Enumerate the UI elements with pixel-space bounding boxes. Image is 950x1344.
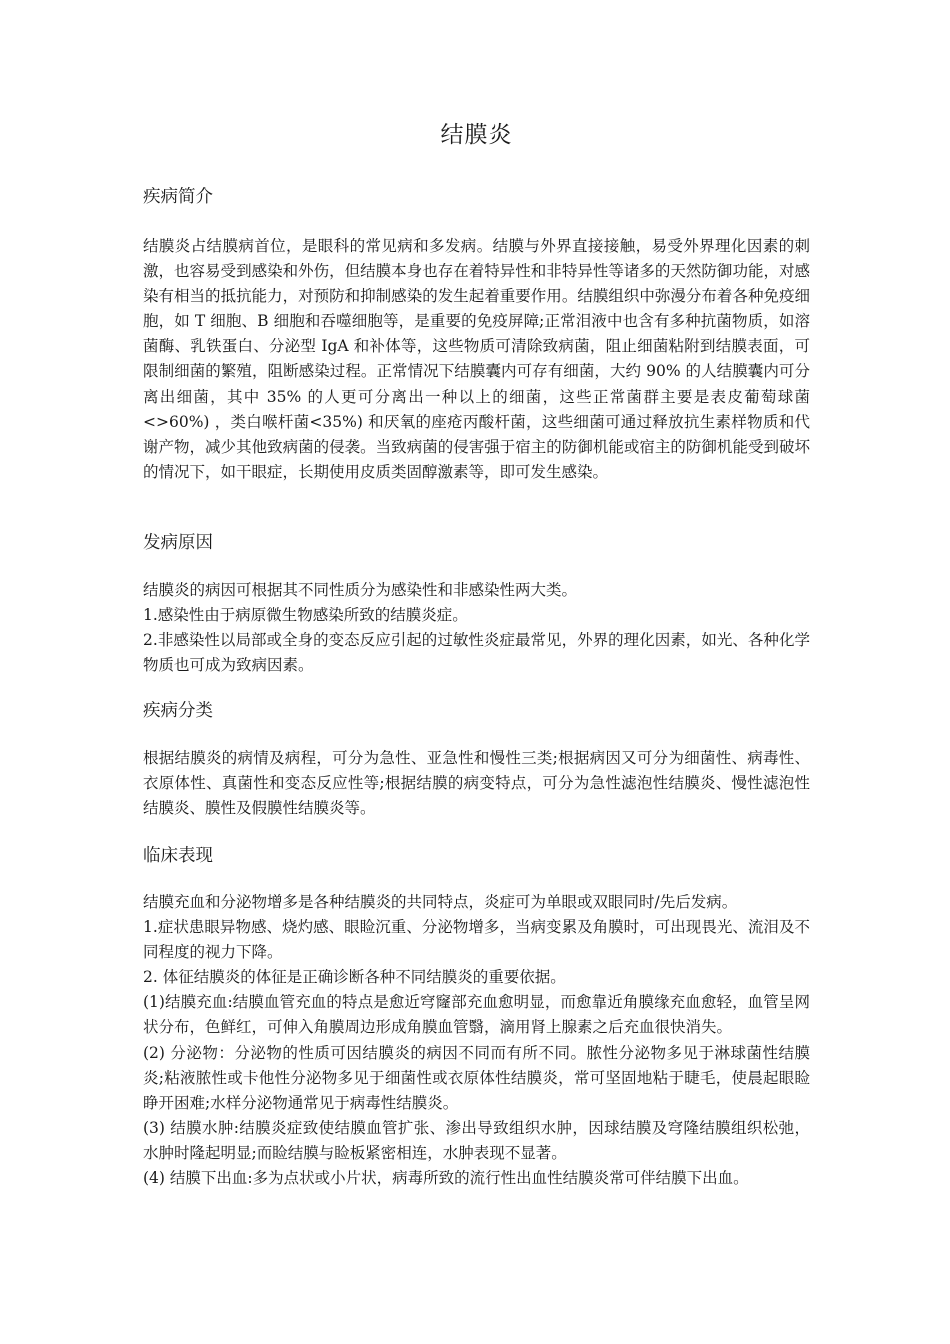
section-heading-causes: 发病原因 xyxy=(143,533,213,553)
page-title: 结膜炎 xyxy=(440,122,513,148)
paragraph: 结膜炎的病因可根据其不同性质分为感染性和非感染性两大类。 xyxy=(143,581,578,599)
paragraph: 结膜充血和分泌物增多是各种结膜炎的共同特点，炎症可为单眼或双眼同时/先后发病。 xyxy=(143,893,738,911)
paragraph: (2) 分泌物：分泌物的性质可因结膜炎的病因不同而有所不同。脓性分泌物多见于淋球菌性结膜炎;粘液脓性或卡他性分泌物多见于细菌性或衣原体性结膜炎，常可坚固地粘于睫毛，使晨起眼睑睁开困难;水样分泌物通常见于病毒性结膜炎。 xyxy=(143,1043,810,1112)
paragraph: 1.症状患眼异物感、烧灼感、眼睑沉重、分泌物增多，当病变累及角膜时，可出现畏光、流泪及不同程度的视力下降。 xyxy=(143,918,810,962)
section-body-classification xyxy=(143,746,810,821)
paragraph: 2.非感染性以局部或全身的变态反应引起的过敏性炎症最常见，外界的理化因素，如光、各种化学物质也可成为致病因素。 xyxy=(143,631,810,675)
paragraph: 1.感染性由于病原微生物感染所致的结膜炎症。 xyxy=(143,606,468,625)
section-body-causes xyxy=(143,578,810,678)
section-heading-classification: 疾病分类 xyxy=(143,701,213,721)
paragraph: (1)结膜充血:结膜血管充血的特点是愈近穹窿部充血愈明显，而愈靠近角膜缘充血愈轻，血管呈网状分布，色鲜红，可伸入角膜周边形成角膜血管翳，滴用肾上腺素之后充血很快消失。 xyxy=(143,993,810,1037)
paragraph: 根据结膜炎的病情及病程，可分为急性、亚急性和慢性三类;根据病因又可分为细菌性、病毒性、衣原体性、真菌性和变态反应性等;根据结膜的病变特点，可分为急性滤泡性结膜炎、慢性滤泡性结膜炎、膜性及假膜性结膜炎等。 xyxy=(143,749,810,818)
paragraph: (4) 结膜下出血:多为点状或小片状，病毒所致的流行性出血性结膜炎常可伴结膜下出血。 xyxy=(143,1169,749,1188)
paragraph: 2. 体征结膜炎的体征是正确诊断各种不同结膜炎的重要依据。 xyxy=(143,968,566,987)
paragraph: (3) 结膜水肿:结膜炎症致使结膜血管扩张、渗出导致组织水肿，因球结膜及穹隆结膜组织松弛，水肿时隆起明显;而睑结膜与睑板紧密相连，水肿表现不显著。 xyxy=(143,1118,810,1162)
section-body-clinical xyxy=(143,890,810,1191)
section-heading-intro: 疾病简介 xyxy=(143,187,213,207)
section-heading-clinical: 临床表现 xyxy=(143,846,213,866)
section-body-intro xyxy=(143,234,810,485)
paragraph: 结膜炎占结膜病首位，是眼科的常见病和多发病。结膜与外界直接接触，易受外界理化因素的刺激，也容易受到感染和外伤，但结膜本身也存在着特异性和非特异性等诸多的天然防御功能，对感染有相当的抵抗能力，对预防和抑制感染的发生起着重要作用。结膜组织中弥漫分布着各种免疫细胞，如 T 细胞、B 细胞和吞噬细胞等，是重要的免疫屏障;正常泪液中也含有多种抗菌物质，如溶菌酶、乳铁蛋白、分泌型 IgA 和补体等，这些物质可清除致病菌，阻止细菌粘附到结膜表面，可限制细菌的繁殖，阻断感染过程。正常情况下结膜囊内可存有细菌，大约 90% 的人结膜囊内可分离出细菌，其中 35% 的人更可分离出一种以上的细菌，这些正常菌群主要是表皮葡萄球菌<>60%) ，类白喉杆菌<35%) 和厌氧的座疮丙酸杆菌，这些细菌可通过释放抗生素样物质和代谢产物，减少其他致病菌的侵袭。当致病菌的侵害强于宿主的防御机能或宿主的防御机能受到破坏的情况下，如干眼症，长期使用皮质类固醇激素等，即可发生感染。 xyxy=(143,237,810,481)
